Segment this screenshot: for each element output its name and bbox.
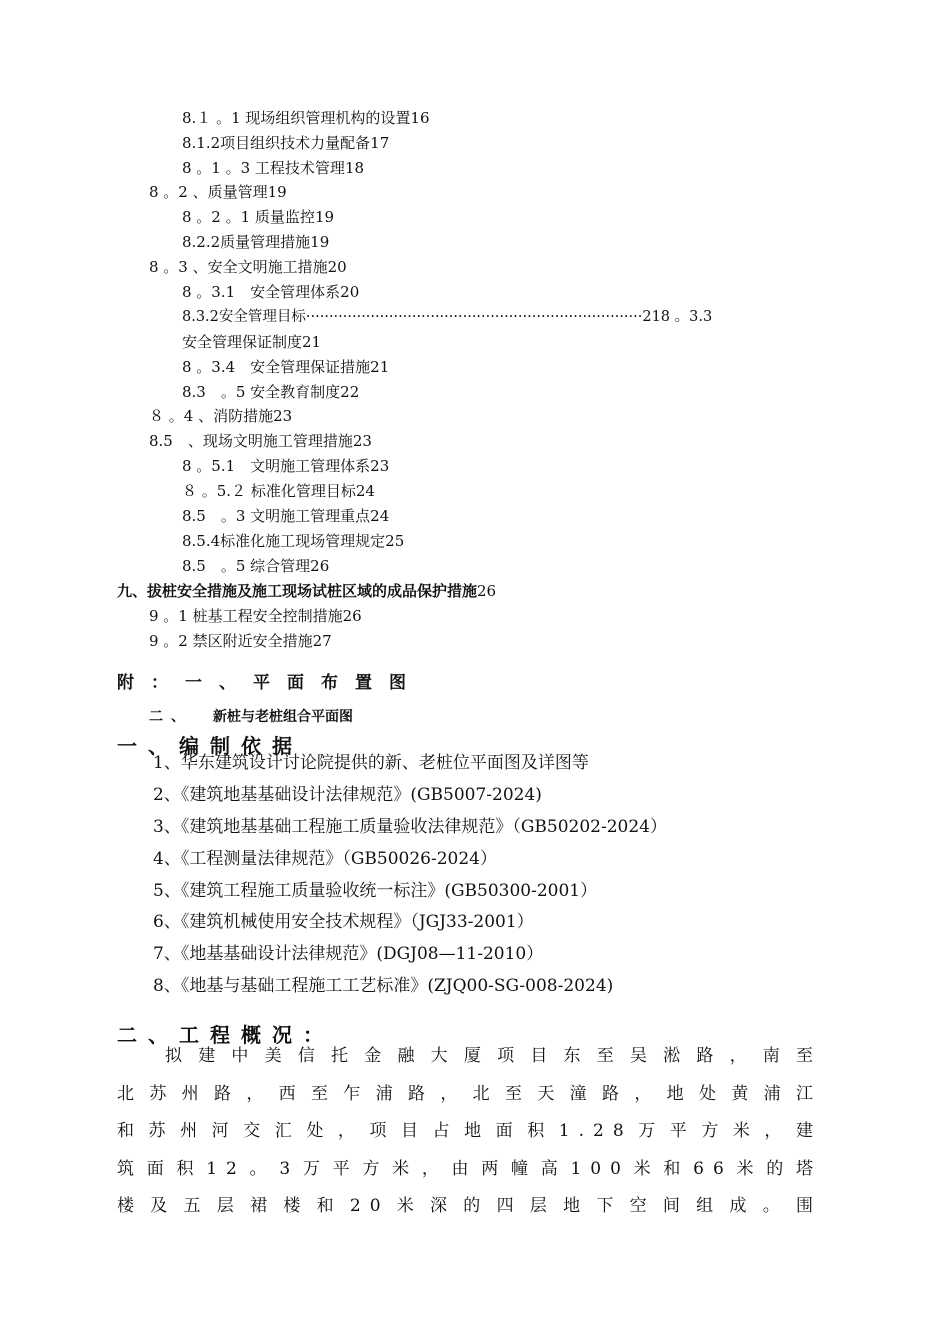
toc-entry[interactable]: 8.5 。5 综合管理26: [182, 557, 330, 575]
toc-entry[interactable]: 9 。2 禁区附近安全措施27: [149, 632, 332, 650]
reference-item: 8、《地基与基础工程施工工艺标准》(ZJQ00-SG-008-2024): [153, 976, 614, 996]
reference-item: 5、《建筑工程施工质量验收统一标注》(GB50300-2001）: [153, 881, 598, 901]
reference-item: 1、华东建筑设计讨论院提供的新、老桩位平面图及详图等: [153, 753, 589, 773]
toc-entry[interactable]: 8 。2 、质量管理19: [149, 183, 287, 201]
toc-entry-chapter[interactable]: 九、拔桩安全措施及施工现场试桩区域的成品保护措施26: [117, 582, 497, 600]
paragraph-line: 拟建中美信托金融大厦项目东至吴淞路，南至: [165, 1046, 822, 1066]
paragraph-line: 楼及五层裙楼和20米深的四层地下空间组成。围: [117, 1196, 822, 1217]
toc-entry[interactable]: 8.1.2项目组织技术力量配备17: [182, 134, 390, 152]
toc-entry[interactable]: 8 。3 、安全文明施工措施20: [149, 258, 347, 276]
toc-entry[interactable]: 8.5 。3 文明施工管理重点24: [182, 507, 390, 525]
toc-entry[interactable]: ８ 。5.２ 标准化管理目标24: [182, 482, 375, 500]
paragraph-line: 筑面积12。3万平方米，由两幢高100米和66米的塔: [117, 1158, 822, 1179]
toc-entry[interactable]: 8 。2 。1 质量监控19: [182, 208, 335, 226]
toc-entry[interactable]: 8 。3.1 安全管理体系20: [182, 283, 360, 301]
toc-entry[interactable]: ８ 。4 、消防措施23: [149, 407, 293, 425]
toc-entry[interactable]: 8.１ 。1 现场组织管理机构的设置16: [182, 109, 430, 127]
section-heading-overview: 二、工程概况：: [117, 1023, 334, 1047]
overview-paragraph: [117, 1038, 822, 1226]
toc-entry[interactable]: 9 。1 桩基工程安全控制措施26: [149, 607, 362, 625]
toc-entry[interactable]: 安全管理保证制度21: [182, 333, 322, 351]
reference-item: 4、《工程测量法律规范》（GB50026-2024）: [153, 849, 497, 869]
reference-item: 2、《建筑地基基础设计法律规范》(GB5007-2024): [153, 785, 542, 805]
reference-item: 3、《建筑地基基础工程施工质量验收法律规范》（GB50202-2024）: [153, 817, 667, 837]
appendix-subitem: [149, 706, 353, 726]
paragraph-line: 北苏州路，西至乍浦路，北至天潼路，地处黄浦江: [117, 1083, 822, 1104]
toc-entry[interactable]: 8.5 、现场文明施工管理措施23: [149, 432, 372, 450]
paragraph-line: 和苏州河交汇处，项目占地面积1.28万平方米，建: [117, 1121, 822, 1142]
toc-entry[interactable]: 8.3.2安全管理目标·········································································218 。3.3: [182, 309, 713, 325]
toc-entry[interactable]: 8 。5.1 文明施工管理体系23: [182, 457, 390, 475]
reference-item: 6、《建筑机械使用安全技术规程》（JGJ33-2001）: [153, 912, 534, 932]
toc-entry[interactable]: 8.2.2质量管理措施19: [182, 233, 330, 251]
appendix-subitem-text: 新桩与老桩组合平面图: [213, 709, 353, 725]
toc-entry[interactable]: 8.3 。5 安全教育制度22: [182, 383, 360, 401]
section-heading-basis: 一、编制依据: [117, 734, 303, 758]
appendix-heading: 附：一、平面布置图: [117, 673, 423, 693]
appendix-subitem-number: 二、: [149, 709, 193, 725]
reference-item: 7、《地基基础设计法律规范》(DGJ08—11-2010）: [153, 944, 544, 964]
toc-entry[interactable]: 8.5.4标准化施工现场管理规定25: [182, 532, 405, 550]
toc-entry[interactable]: 8 。3.4 安全管理保证措施21: [182, 358, 390, 376]
toc-entry[interactable]: 8 。1 。3 工程技术管理18: [182, 159, 365, 177]
